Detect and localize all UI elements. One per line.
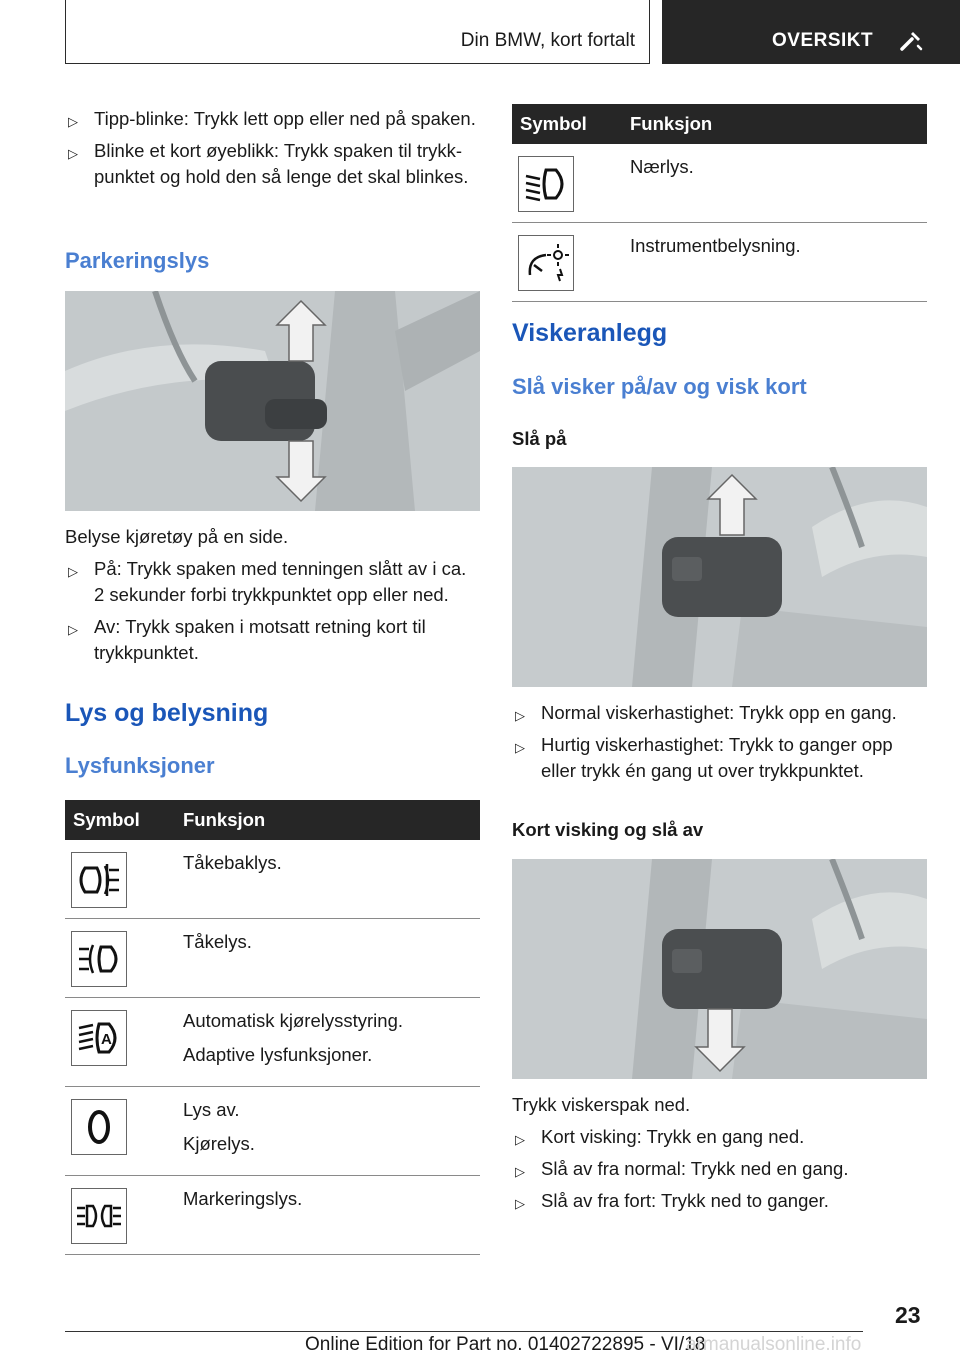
table-row: Markeringslys. — [65, 1176, 480, 1255]
triangle-bullet-icon: ▷ — [68, 622, 78, 637]
table-row: Tåkebaklys. — [65, 840, 480, 919]
list-item: ▷ Hurtig viskerhastighet: Trykk to ganger opp eller trykk én gang ut over trykkpunktet. — [515, 734, 893, 781]
table-row: A Automatisk kjørelysstyring. Adaptive lysfunksjoner. — [65, 998, 480, 1087]
parking-light-lever-photo — [65, 291, 480, 511]
functions-heading: Lysfunksjoner — [65, 753, 215, 778]
wiper-on-lever-photo — [512, 467, 927, 687]
triangle-bullet-icon: ▷ — [515, 708, 525, 723]
wiper-subheading: Slå visker på/av og visk kort — [512, 374, 807, 399]
rear-fog-light-icon — [71, 852, 127, 908]
table-header-row — [512, 104, 927, 144]
front-fog-light-icon — [71, 931, 127, 987]
table-row: Nærlys. — [512, 144, 927, 223]
short-wipe-heading: Kort visking og slå av — [512, 819, 704, 840]
header-tab-label: OVERSIKT — [772, 30, 874, 51]
col-function: Funksjon — [175, 800, 480, 840]
footer-divider — [65, 1331, 863, 1332]
col-symbol: Symbol — [512, 104, 622, 144]
parking-heading: Parkeringslys — [65, 248, 210, 273]
triangle-bullet-icon: ▷ — [515, 1132, 525, 1147]
header-section-title: Din BMW, kort fortalt — [460, 30, 635, 51]
short-wipe-bullet-list — [512, 1124, 927, 1220]
list-item: ▷ Blinke et kort øyeblikk: Trykk spaken til trykkpunktet og hold den så lenge det skal blinkes. — [68, 140, 469, 187]
tools-icon — [898, 28, 924, 54]
low-beam-icon — [518, 156, 574, 212]
short-wipe-text: Trykk viskerspak ned. — [512, 1094, 691, 1115]
wiper-heading: Viskeranlegg — [512, 319, 668, 347]
header-section-box — [65, 0, 650, 64]
list-item: ▷ Slå av fra fort: Trykk ned to ganger. — [512, 1188, 927, 1214]
wiper-on-heading: Slå på — [512, 428, 567, 449]
col-symbol: Symbol — [65, 800, 175, 840]
table-row: Lys av. Kjørelys. — [65, 1087, 480, 1176]
lights-off-icon — [71, 1099, 127, 1155]
table-row: Instrumentbelysning. — [512, 223, 927, 302]
list-item: ▷ Tipp-blinke: Trykk lett opp eller ned på spaken. — [65, 106, 480, 132]
side-marker-light-icon — [71, 1188, 127, 1244]
auto-headlight-icon — [71, 1010, 127, 1066]
page-number: 23 — [895, 1302, 921, 1328]
edition-text: Online Edition for Part no. 01402722895 - VI/18 — [305, 1334, 706, 1355]
triangle-bullet-icon: ▷ — [515, 740, 525, 755]
svg-text:A: A — [101, 1031, 112, 1048]
list-item: ▷ Kort visking: Trykk en gang ned. — [512, 1124, 927, 1150]
intro-bullet-list — [65, 106, 480, 196]
parking-bullet-list — [65, 556, 480, 672]
triangle-bullet-icon: ▷ — [68, 114, 78, 129]
table-header-row — [65, 800, 480, 840]
light-functions-table — [65, 800, 480, 1255]
watermark-text: armanualsonline.info — [686, 1334, 862, 1355]
triangle-bullet-icon: ▷ — [68, 564, 78, 579]
triangle-bullet-icon: ▷ — [68, 146, 78, 161]
list-item: ▷ Slå av fra normal: Trykk ned en gang. — [512, 1156, 927, 1182]
instrument-lighting-icon — [518, 235, 574, 291]
parking-text: Belyse kjøretøy på en side. — [65, 526, 289, 547]
triangle-bullet-icon: ▷ — [515, 1196, 525, 1211]
wiper-short-lever-photo — [512, 859, 927, 1079]
list-item: ▷ Av: Trykk spaken i motsatt retning kort til trykkpunktet. — [68, 616, 426, 663]
triangle-bullet-icon: ▷ — [515, 1164, 525, 1179]
light-functions-table-continued — [512, 104, 927, 302]
list-item: ▷ Normal viskerhastighet: Trykk opp en gang. — [512, 700, 927, 726]
table-row: Tåkelys. — [65, 919, 480, 998]
list-item: ▷ På: Trykk spaken med tenningen slått av i ca. 2 sekunder forbi trykkpunktet opp eller ned. — [68, 558, 467, 605]
header-tab[interactable] — [662, 0, 960, 64]
col-function: Funksjon — [622, 104, 927, 144]
wiper-on-bullet-list — [512, 700, 927, 790]
lights-heading: Lys og belysning — [65, 699, 269, 727]
